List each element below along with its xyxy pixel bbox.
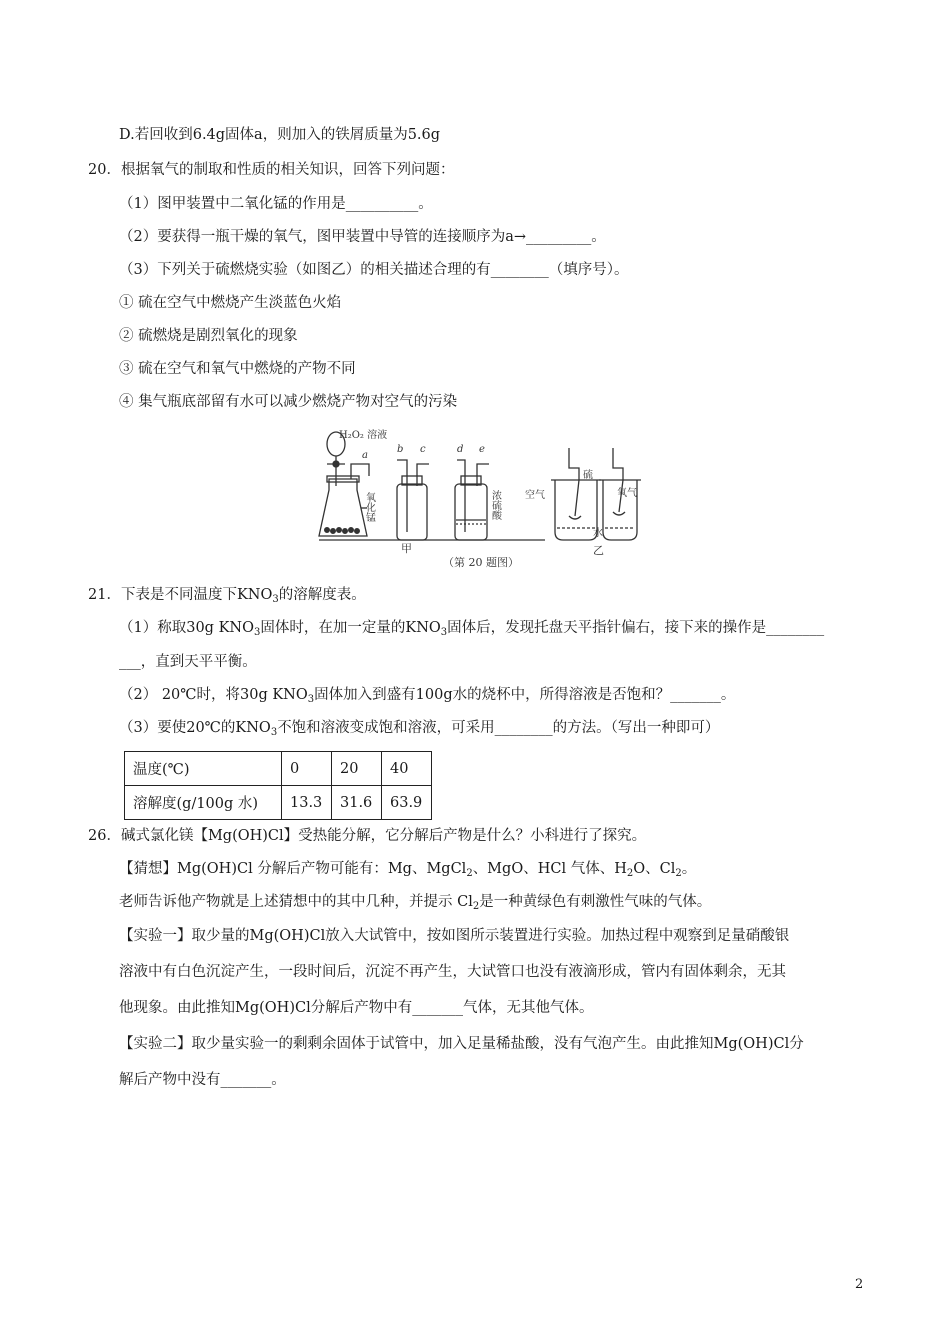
subscript: 3	[307, 694, 315, 705]
solubility-table	[124, 751, 432, 820]
table-row	[125, 752, 432, 786]
port-c-label: c	[420, 444, 426, 455]
q26-title: 26．碱式氯化镁【Mg(OH)Cl】受热能分解，它分解后产物是什么？小科进行了探究。	[88, 828, 647, 844]
q21-title	[88, 585, 366, 605]
q20-option-2: ② 硫燃烧是剧烈氧化的现象	[119, 328, 298, 344]
table-cell: 20	[332, 752, 382, 786]
q26-exp1-line1: 【实验一】取少量的Mg(OH)Cl放入大试管中，按如图所示装置进行实验。加热过程中观察到足量硝酸银	[119, 928, 790, 944]
apparatus-jia-label: 甲	[401, 542, 412, 555]
q20-part2: （2）要获得一瓶干燥的氧气，图甲装置中导管的连接顺序为a→_________。	[119, 229, 606, 245]
q26-exp2-line2: 解后产物中没有_______。	[119, 1072, 286, 1088]
q21-part3	[119, 718, 719, 738]
q21-title-text: 21．下表是不同温度下KNO	[88, 587, 273, 603]
table-cell: 溶解度(g/100g 水)	[125, 786, 282, 820]
table-cell: 13.3	[282, 786, 332, 820]
port-b-label: b	[397, 444, 404, 455]
q26-exp2-line1: 【实验二】取少量实验一的剩剩余固体于试管中，加入足量稀盐酸，没有气泡产生。由此推知Mg(OH)Cl分	[119, 1036, 804, 1052]
subscript: 3	[253, 627, 261, 638]
q26-hint-text-2: 是一种黄绿色有刺激性气味的气体。	[479, 894, 712, 910]
conical-flask	[319, 464, 369, 536]
q21-p1-text-2: 固体时，在加一定量的KNO	[260, 620, 441, 636]
q20-title: 20．根据氧气的制取和性质的相关知识，回答下列问题：	[88, 162, 455, 178]
q26-exp1-line2: 溶液中有白色沉淀产生，一段时间后，沉淀不再产生，大试管口也没有液滴形成，管内有固体剩余，无其	[119, 964, 786, 980]
mno2-label: 氧化锰	[363, 492, 375, 522]
subscript: 2	[626, 868, 634, 879]
q26-hint	[119, 892, 711, 912]
port-e-label: e	[479, 444, 485, 455]
table-cell: 63.9	[382, 786, 432, 820]
q21-part1	[119, 618, 824, 638]
sulfur-burning-jar-air	[551, 448, 601, 540]
q20-part3: （3）下列关于硫燃烧实验（如图乙）的相关描述合理的有________（填序号）。	[119, 262, 629, 278]
q26-guess-text-2: 、MgO、HCl 气体、H	[472, 861, 627, 877]
q21-p1-text: （1）称取30g KNO	[119, 620, 254, 636]
figure-caption: （第 20 题图）	[443, 556, 519, 569]
acid-label: 浓硫酸	[489, 490, 501, 520]
subscript: 3	[440, 627, 448, 638]
port-d-label: d	[457, 444, 464, 455]
q21-p2-text: （2） 20℃时，将30g KNO	[119, 687, 308, 703]
q20-option-4: ④ 集气瓶底部留有水可以减少燃烧产物对空气的污染	[119, 394, 458, 410]
q21-p3-text-2: 不饱和溶液变成饱和溶液，可采用________的方法。（写出一种即可）	[277, 720, 720, 736]
q26-hint-text: 老师告诉他产物就是上述猜想中的其中几种，并提示 Cl	[119, 894, 473, 910]
table-row	[125, 786, 432, 820]
apparatus-yi-label: 乙	[593, 544, 604, 557]
q20-part1: （1）图甲装置中二氧化锰的作用是__________。	[119, 196, 433, 212]
q21-p3-text: （3）要使20℃的KNO	[119, 720, 271, 736]
q21-part2	[119, 685, 735, 705]
table-cell: 0	[282, 752, 332, 786]
gas-bottle-1	[397, 460, 429, 540]
subscript: 3	[272, 594, 279, 605]
sulfur-label: 硫	[583, 470, 593, 481]
q21-title-text-2: 的溶解度表。	[278, 587, 366, 603]
q20-figure	[317, 424, 642, 570]
table-cell: 31.6	[332, 786, 382, 820]
q26-guess-text-3: O、Cl	[633, 861, 676, 877]
water-label: 水	[593, 528, 603, 539]
subscript: 2	[675, 868, 682, 879]
subscript: 2	[472, 901, 480, 912]
port-a-label: a	[362, 450, 368, 461]
subscript: 2	[466, 868, 473, 879]
q20-option-3: ③ 硫在空气和氧气中燃烧的产物不同	[119, 361, 356, 377]
table-cell: 40	[382, 752, 432, 786]
gas-bottle-2	[455, 460, 489, 540]
q26-guess	[119, 859, 696, 879]
q20-option-1: ① 硫在空气中燃烧产生淡蓝色火焰	[119, 295, 342, 311]
air-label: 空气	[525, 490, 545, 501]
q19-option-d: D.若回收到6.4g固体a，则加入的铁屑质量为5.6g	[119, 127, 441, 143]
q26-guess-text: 【猜想】Mg(OH)Cl 分解后产物可能有：Mg、MgCl	[119, 861, 467, 877]
q21-p2-text-2: 固体加入到盛有100g水的烧杯中，所得溶液是否饱和？_______。	[314, 687, 736, 703]
page-number: 2	[855, 1277, 864, 1292]
oxygen-label: 氧气	[617, 488, 637, 499]
q21-p1-text-3: 固体后，发现托盘天平指针偏右，接下来的操作是________	[447, 620, 825, 636]
q26-exp1-line3: 他现象。由此推知Mg(OH)Cl分解后产物中有_______气体，无其他气体。	[119, 1000, 594, 1016]
q26-guess-text-4: 。	[681, 861, 697, 877]
h2o2-label: H₂O₂ 溶液	[339, 430, 388, 441]
table-cell: 温度(℃)	[125, 752, 282, 786]
q21-part1-cont: ___，直到天平平衡。	[119, 654, 257, 670]
subscript: 3	[270, 727, 278, 738]
